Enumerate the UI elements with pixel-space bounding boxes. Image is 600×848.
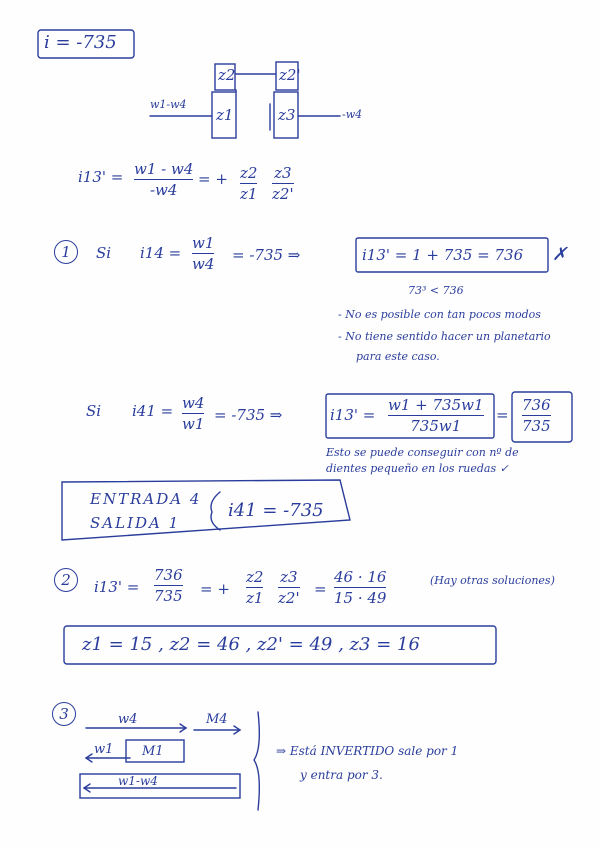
section2-mid: = +: [200, 580, 230, 598]
section1-fraction: [192, 234, 214, 273]
section1-si: Si: [96, 244, 112, 262]
formula1-num3: z3: [274, 164, 292, 182]
section2-den4: 15 · 49: [334, 589, 387, 607]
formula1-mid: = +: [198, 170, 228, 188]
section2-fraction-b: [246, 568, 263, 607]
gear-ratio-label: i = -735: [44, 32, 117, 53]
section1b-lhs: i41 =: [132, 402, 174, 420]
formula1-fraction-b: [240, 164, 257, 203]
section2-eq: =: [314, 580, 327, 598]
gear-z1-label: z1: [216, 106, 234, 124]
summary-salida: SALIDA 1: [90, 514, 181, 532]
section1b-result-fraction: [522, 396, 551, 435]
section2-note: (Hay otras soluciones): [430, 574, 555, 587]
section1-note3: para este caso.: [356, 350, 440, 363]
section1b-num: w4: [182, 394, 205, 412]
formula1-lhs: i13' =: [78, 168, 124, 186]
section1-rhs: = -735 ⇒: [232, 246, 301, 264]
section2-den2: z1: [246, 589, 264, 607]
section1b-bden: 735w1: [410, 417, 462, 435]
section1-den: w4: [192, 255, 215, 273]
section1b-fraction: [182, 394, 204, 433]
section2-fraction-d: [334, 568, 386, 607]
section1-note2: - No tiene sentido hacer un planetario: [338, 330, 551, 343]
section3-M4: M4: [206, 712, 228, 727]
section1-boxed-result: i13' = 1 + 735 = 736: [362, 246, 524, 264]
section1-inequality: 73³ < 736: [408, 284, 464, 297]
section2-num3: z3: [280, 568, 298, 586]
section-3-number: 3: [52, 702, 76, 726]
gear-z3-label: z3: [278, 106, 296, 124]
section3-conclusion1: ⇒ Está INVERTIDO sale por 1: [276, 744, 459, 758]
section2-lhs: i13' =: [94, 578, 140, 596]
section2-fraction-c: [278, 568, 300, 607]
formula1-den3: z2': [272, 185, 294, 203]
gear-z2p-label: z2': [279, 66, 301, 84]
section1b-si: Si: [86, 402, 102, 420]
summary-entrada: ENTRADA 4: [90, 490, 202, 508]
section2-num2: z2: [246, 568, 264, 586]
section2-num4: 46 · 16: [334, 568, 387, 586]
section-1-number: 1: [54, 240, 78, 264]
section1b-box-fraction: [388, 396, 484, 435]
formula1-num2: z2: [240, 164, 258, 182]
section1b-den: w1: [182, 415, 205, 433]
formula1-fraction-a: [134, 160, 193, 199]
formula1-den2: z1: [240, 185, 258, 203]
section1b-box-lhs: i13' =: [330, 406, 376, 424]
section3-conclusion2: y entra por 3.: [300, 768, 383, 782]
formula1-fraction-c: [272, 164, 294, 203]
gear-z2-label: z2: [218, 66, 236, 84]
section1-cross-mark: ✗: [552, 244, 568, 265]
section1b-rhs: = -735 ⇒: [214, 406, 283, 424]
section2-den3: z2': [278, 589, 300, 607]
section3-M1: M1: [142, 744, 164, 759]
summary-result: i41 = -735: [228, 500, 324, 521]
section2-result: z1 = 15 , z2 = 46 , z2' = 49 , z3 = 16: [82, 634, 420, 655]
section3-w1w4: w1-w4: [118, 774, 158, 788]
section1b-rnum: 736: [522, 396, 551, 414]
section2-fraction-a: [154, 566, 183, 605]
section1b-rden: 735: [522, 417, 551, 435]
section1b-note1: Esto se puede conseguir con nº de: [326, 446, 519, 459]
section3-w1: w1: [94, 742, 114, 757]
section1-lhs: i14 =: [140, 244, 182, 262]
section1b-eq: =: [496, 406, 509, 424]
input-shaft-label: w1-w4: [150, 98, 187, 111]
section3-w4: w4: [118, 712, 138, 727]
formula1-den1: -w4: [149, 181, 178, 199]
formula1-num1: w1 - w4: [134, 160, 194, 178]
section1-note1: - No es posible con tan pocos modos: [338, 308, 541, 321]
output-shaft-label: -w4: [342, 108, 363, 121]
section-2-number: 2: [54, 568, 78, 592]
section1b-bnum: w1 + 735w1: [388, 396, 484, 414]
section2-den1: 735: [154, 587, 183, 605]
section1b-note2: dientes pequeño en los ruedas ✓: [326, 462, 509, 475]
section2-num1: 736: [154, 566, 183, 584]
section1-num: w1: [192, 234, 215, 252]
